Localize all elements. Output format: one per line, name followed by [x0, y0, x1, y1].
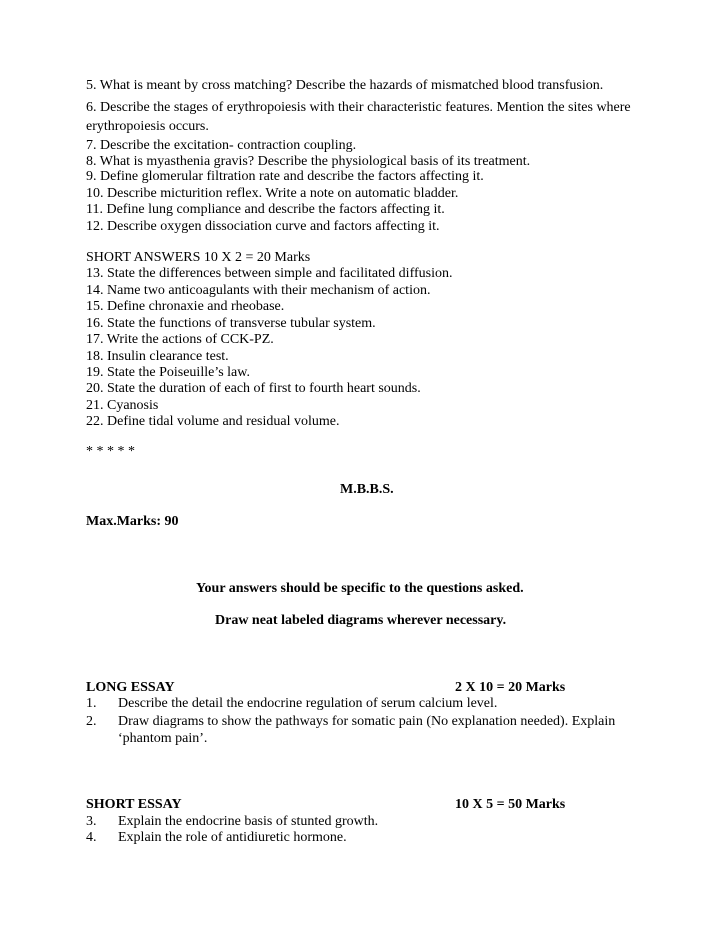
- section-separator-stars: * * * * *: [86, 444, 135, 459]
- long-essay-item-2-continuation: ‘phantom pain’.: [118, 731, 208, 746]
- question-6-continuation: erythropoiesis occurs.: [86, 119, 209, 134]
- exam-title: M.B.B.S.: [340, 482, 394, 497]
- long-essay-item-1: [86, 696, 497, 712]
- short-essay-heading: SHORT ESSAY: [86, 797, 182, 812]
- question-9: 9. Define glomerular filtration rate and describe the factors affecting it.: [86, 169, 484, 184]
- long-essay-item-2: [86, 714, 615, 730]
- item-text: Explain the role of antidiuretic hormone.: [118, 830, 347, 845]
- short-essay-item-4: [86, 830, 347, 846]
- question-18: 18. Insulin clearance test.: [86, 349, 229, 364]
- question-10: 10. Describe micturition reflex. Write a note on automatic bladder.: [86, 186, 459, 201]
- max-marks: Max.Marks: 90: [86, 514, 179, 529]
- instruction-specific-answers: Your answers should be specific to the questions asked.: [196, 581, 524, 596]
- item-number: 1.: [86, 696, 97, 711]
- question-15: 15. Define chronaxie and rheobase.: [86, 299, 285, 314]
- question-13: 13. State the differences between simple and facilitated diffusion.: [86, 266, 453, 281]
- question-6: 6. Describe the stages of erythropoiesis with their characteristic features. Mention the sites where: [86, 100, 631, 115]
- short-essay-item-3: [86, 814, 378, 830]
- question-14: 14. Name two anticoagulants with their mechanism of action.: [86, 283, 431, 298]
- question-5: 5. What is meant by cross matching? Describe the hazards of mismatched blood transfusion.: [86, 78, 604, 93]
- question-8: 8. What is myasthenia gravis? Describe the physiological basis of its treatment.: [86, 154, 531, 169]
- question-19: 19. State the Poiseuille’s law.: [86, 365, 250, 380]
- question-21: 21. Cyanosis: [86, 398, 159, 413]
- question-12: 12. Describe oxygen dissociation curve and factors affecting it.: [86, 219, 440, 234]
- short-answers-heading: SHORT ANSWERS 10 X 2 = 20 Marks: [86, 250, 311, 265]
- item-number: 2.: [86, 714, 97, 729]
- item-number: 4.: [86, 830, 97, 845]
- long-essay-heading: LONG ESSAY: [86, 680, 175, 695]
- short-essay-marks: 10 X 5 = 50 Marks: [455, 797, 566, 812]
- question-16: 16. State the functions of transverse tubular system.: [86, 316, 376, 331]
- instruction-draw-diagrams: Draw neat labeled diagrams wherever necessary.: [215, 613, 507, 628]
- item-text: Explain the endocrine basis of stunted growth.: [118, 814, 379, 829]
- item-text: Draw diagrams to show the pathways for somatic pain (No explanation needed). Explain: [118, 714, 616, 729]
- question-7: 7. Describe the excitation- contraction coupling.: [86, 138, 357, 153]
- question-11: 11. Define lung compliance and describe the factors affecting it.: [86, 202, 445, 217]
- long-essay-marks: 2 X 10 = 20 Marks: [455, 680, 566, 695]
- item-text: Describe the detail the endocrine regulation of serum calcium level.: [118, 696, 498, 711]
- question-17: 17. Write the actions of CCK-PZ.: [86, 332, 274, 347]
- question-20: 20. State the duration of each of first to fourth heart sounds.: [86, 381, 421, 396]
- question-22: 22. Define tidal volume and residual volume.: [86, 414, 340, 429]
- item-number: 3.: [86, 814, 97, 829]
